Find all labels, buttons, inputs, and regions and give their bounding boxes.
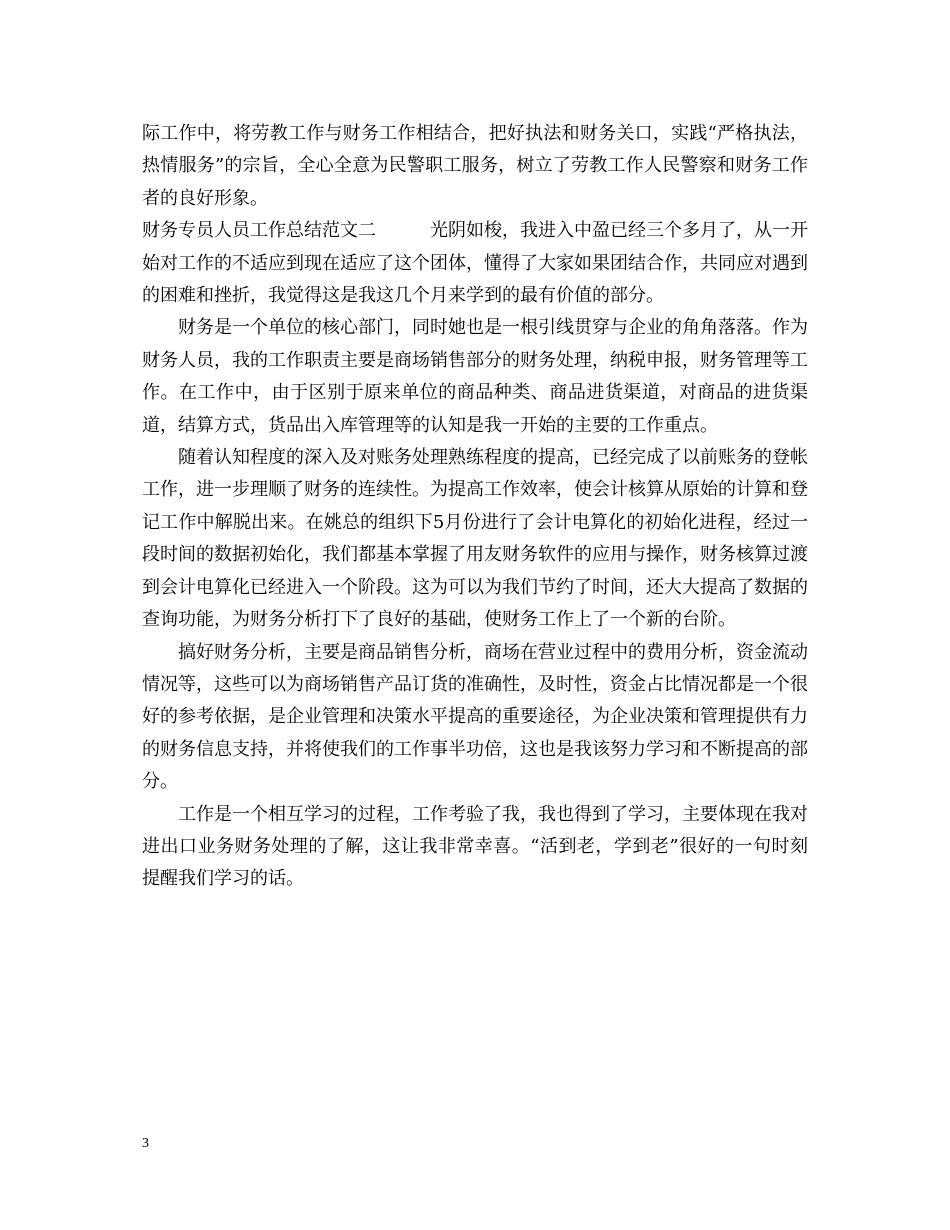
paragraph-continued: 际工作中，将劳教工作与财务工作相结合，把好执法和财务关口，实践“严格执法，热情服务”的宗旨，全心全意为民警职工服务，树立了劳教工作人民警察和财务工作者的良好形象。 [142,123,808,209]
paragraph-learning: 工作是一个相互学习的过程，工作考验了我，我也得到了学习，主要体现在我对进出口业务财务处理的了解，这让我非常幸喜。“活到老，学到老”很好的一句时刻提醒我们学习的话。 [142,803,808,890]
section-paragraph [142,215,808,312]
section-title: 财务专员人员工作总结范文二 [142,220,376,242]
paragraph-financial-analysis: 搞好财务分析，主要是商品销售分析，商场在营业过程中的费用分析，资金流动情况等，这些可以为商场销售产品订货的准确性，及时性，资金占比情况都是一个很好的参考依据，是企业管理和决策水平提高的重要途径，为企业决策和管理提供有力的财务信息支持，并将使我们的工作事半功倍，这也是我该努力学习和不断提高的部分。 [142,641,808,793]
paragraph-finance-role: 财务是一个单位的核心部门，同时她也是一根引线贯穿与企业的角角落落。作为财务人员，我的工作职责主要是商场销售部分的财务处理，纳税申报，财务管理等工作。在工作中，由于区别于原来单位的商品种类、商品进货渠道，对商品的进货渠道，结算方式，货品出入库管理等的认知是我一开始的主要的工作重点。 [142,317,808,436]
section-first-text: 光阴如梭，我进入中盈已经三个多月了，从一开始对工作的不适应到现在适应了这个团体，懂得了大家如果团结合作，共同应对遇到的困难和挫折，我觉得这是我这几个月来学到的最有价值的部分。 [142,220,808,307]
document-body [142,118,808,896]
paragraph-accounting-progress: 随着认知程度的深入及对账务处理熟练程度的提高，已经完成了以前账务的登帐工作，进一步理顺了财务的连续性。为提高工作效率，使会计核算从原始的计算和登记工作中解脱出来。在姚总的组织下5月份进行了会计电算化的初始化进程，经过一段时间的数据初始化，我们都基本掌握了用友财务软件的应用与操作，财务核算过渡到会计电算化已经进入一个阶段。这为可以为我们节约了时间，还大大提高了数据的查询功能，为财务分析打下了良好的基础，使财务工作上了一个新的台阶。 [142,447,808,631]
page-number: 3 [142,1136,149,1151]
